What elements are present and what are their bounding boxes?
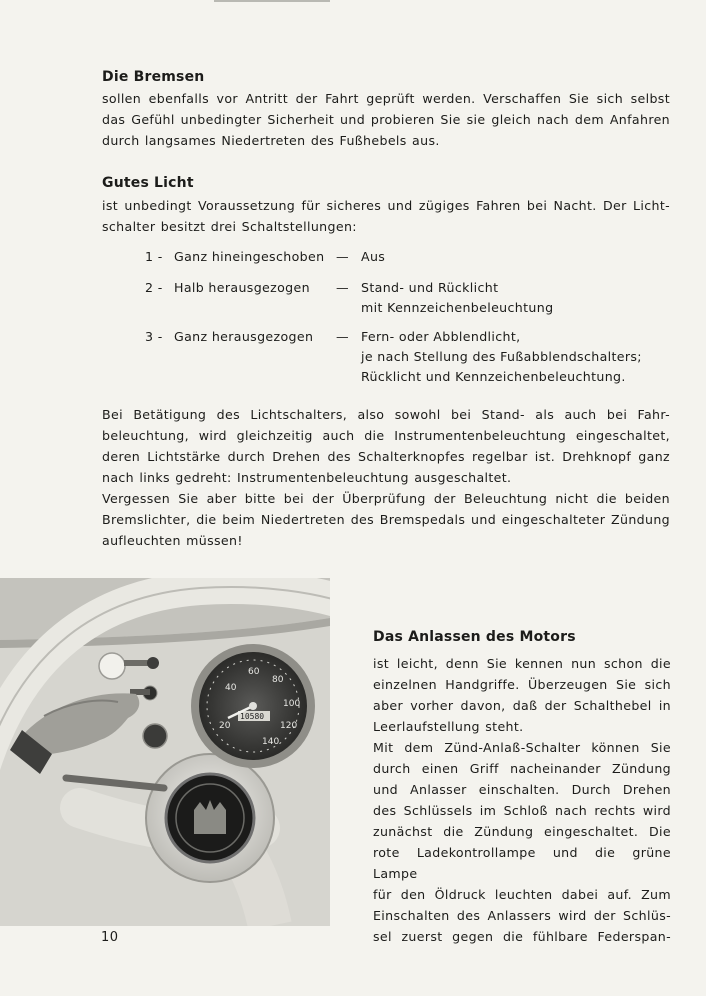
odometer-reading: 10580 [240, 712, 265, 721]
text-line: das Gefühl unbedingter Sicherheit und probieren Sie sie gleich nach dem Anfahren [102, 112, 670, 127]
switch-label: Ganz herausgezogen [174, 329, 314, 344]
heading-licht: Gutes Licht [102, 175, 194, 191]
switch-number: 3 - [145, 329, 163, 344]
licht-intro [102, 195, 670, 237]
dashboard-illustration [0, 578, 330, 926]
light-switch-knob [99, 653, 125, 679]
switch-desc: mit Kennzeichenbeleuchtung [361, 300, 554, 315]
light-switch-stem [124, 660, 150, 666]
switch-dash: — [336, 329, 349, 344]
section-bremsen [102, 68, 670, 86]
switch-label: Ganz hineingeschoben [174, 249, 325, 264]
switch-desc: Rücklicht und Kennzeichenbeleuchtung. [361, 369, 626, 384]
switch-desc: Fern- oder Abblendlicht, [361, 329, 521, 344]
text-line: Mit dem Zünd-Anlaß-Schalter können Sie [373, 740, 671, 755]
text-line: ist unbedingt Voraussetzung für sicheres und zügiges Fahren bei Nacht. Der Licht- [102, 198, 670, 213]
speedometer-tick: 100 [283, 699, 301, 709]
section-anlassen [373, 628, 671, 646]
text-line: durch langsames Niedertreten des Fußhebels aus. [102, 133, 440, 148]
text-line: Leerlaufstellung steht. [373, 719, 524, 734]
switch-desc: Stand- und Rücklicht [361, 280, 499, 295]
needle-hub [249, 702, 257, 710]
section-licht [102, 174, 670, 192]
licht-paragraph-1 [102, 404, 670, 488]
switch-label: Halb herausgezogen [174, 280, 310, 295]
text-line: Einschalten des Anlassers wird der Schlüs- [373, 908, 671, 923]
switch-number: 2 - [145, 280, 163, 295]
licht-paragraph-2 [102, 488, 670, 551]
text-line: für den Öldruck leuchten dabei auf. Zum [373, 887, 671, 902]
light-switch-socket [147, 657, 159, 669]
text-line: deren Lichtstärke durch Drehen des Schalterknopfes regelbar ist. Drehknopf ganz [102, 449, 670, 464]
text-line: Bremslichter, die beim Niedertreten des Bremspedals und eingeschalteter Zündung [102, 512, 670, 527]
text-line: aufleuchten müssen! [102, 533, 243, 548]
text-line: und Anlasser einschalten. Durch Drehen [373, 782, 671, 797]
anlassen-paragraph-1 [373, 653, 671, 737]
switch-dash: — [336, 280, 349, 295]
text-line: des Schlüssels im Schloß nach rechts wird [373, 803, 671, 818]
bremsen-body [102, 88, 670, 151]
switch-desc: Aus [361, 249, 386, 264]
switch-number: 1 - [145, 249, 163, 264]
text-line: durch einen Griff nacheinander Zündung [373, 761, 671, 776]
switch-dash: — [336, 249, 349, 264]
dashboard-knob [143, 724, 167, 748]
speedometer-tick: 120 [280, 721, 298, 731]
heading-anlassen: Das Anlassen des Motors [373, 629, 576, 645]
text-line: aber vorher davon, daß der Schalthebel in [373, 698, 671, 713]
text-line: rote Ladekontrollampe und die grüne Lampe [373, 845, 671, 881]
dashboard-photo [0, 578, 330, 926]
speedometer-tick: 80 [272, 675, 284, 685]
switch-desc: je nach Stellung des Fußabblendschalters; [361, 349, 642, 364]
speedometer-tick: 20 [219, 721, 231, 731]
text-line: Bei Betätigung des Lichtschalters, also sowohl bei Stand- als auch bei Fahr- [102, 407, 670, 422]
speedometer-tick: 140 [262, 737, 280, 747]
heading-bremsen: Die Bremsen [102, 69, 205, 85]
text-line: sel zuerst gegen die fühlbare Federspan- [373, 929, 671, 944]
speedometer-tick: 60 [248, 667, 260, 677]
text-line: ist leicht, denn Sie kennen nun schon die [373, 656, 671, 671]
text-line: zunächst die Zündung eingeschaltet. Die [373, 824, 671, 839]
top-rule [214, 0, 330, 2]
text-line: nach links gedreht: Instrumentenbeleuchtung ausgeschaltet. [102, 470, 512, 485]
text-line: Vergessen Sie aber bitte bei der Überprüfung der Beleuchtung nicht die beiden [102, 491, 670, 506]
page-number: 10 [101, 930, 119, 945]
wolfsburg-crest-icon [194, 800, 226, 834]
anlassen-paragraph-2 [373, 737, 671, 947]
text-line: beleuchtung, wird gleichzeitig auch die Instrumentenbeleuchtung eingeschaltet, [102, 428, 670, 443]
text-line: schalter besitzt drei Schaltstellungen: [102, 219, 357, 234]
speedometer-tick: 40 [225, 683, 237, 693]
text-line: sollen ebenfalls vor Antritt der Fahrt geprüft werden. Verschaffen Sie sich selbst [102, 91, 670, 106]
text-line: einzelnen Handgriffe. Überzeugen Sie sich [373, 677, 671, 692]
